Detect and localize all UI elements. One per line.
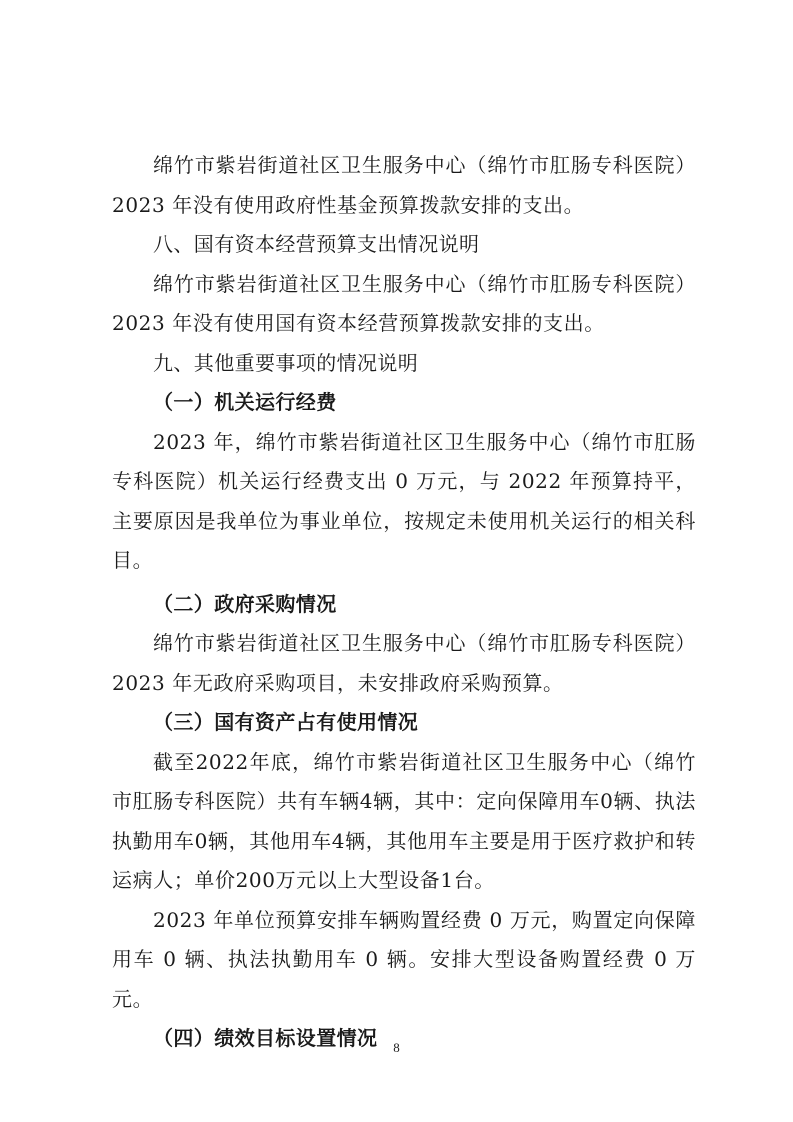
paragraph-state-capital-none: 绵竹市紫岩街道社区卫生服务中心（绵竹市肛肠专科医院）2023 年没有使用国有资本经营预算拨款安排的支出。 (112, 271, 696, 335)
subheading-operating-costs: （一）机关运行经费 (153, 390, 337, 414)
subheading-performance-targets: （四）绩效目标设置情况 (153, 1026, 378, 1050)
paragraph-procurement: 绵竹市紫岩街道社区卫生服务中心（绵竹市肛肠专科医院）2023 年无政府采购项目，未安排政府采购预算。 (112, 631, 696, 695)
paragraph-operating-costs: 2023 年，绵竹市紫岩街道社区卫生服务中心（绵竹市肛肠专科医院）机关运行经费支出 0 万元，与 2022 年预算持平，主要原因是我单位为事业单位，按规定未使用机关运行的相关科目。 (112, 429, 696, 572)
page-number: 8 (393, 1040, 400, 1055)
heading-section-9: 九、其他重要事项的情况说明 (153, 350, 419, 375)
subheading-procurement: （二）政府采购情况 (153, 591, 337, 616)
paragraph-state-assets-vehicles: 截至2022年底，绵竹市紫岩街道社区卫生服务中心（绵竹市肛肠专科医院）共有车辆4辆，其中：定向保障用车0辆、执法执勤用车0辆，其他用车4辆，其他用车主要是用于医疗救护和转运病人；单价200万元以上大型设备1台。 (112, 749, 696, 892)
paragraph-govfund-none: 绵竹市紫岩街道社区卫生服务中心（绵竹市肛肠专科医院）2023 年没有使用政府性基金预算拨款安排的支出。 (112, 153, 696, 217)
paragraph-state-assets-budget: 2023 年单位预算安排车辆购置经费 0 万元，购置定向保障用车 0 辆、执法执勤用车 0 辆。安排大型设备购置经费 0 万元。 (112, 907, 696, 1011)
heading-section-8: 八、国有资本经营预算支出情况说明 (153, 232, 480, 256)
subheading-state-assets: （三）国有资产占有使用情况 (153, 710, 419, 734)
document-body (112, 146, 696, 1059)
